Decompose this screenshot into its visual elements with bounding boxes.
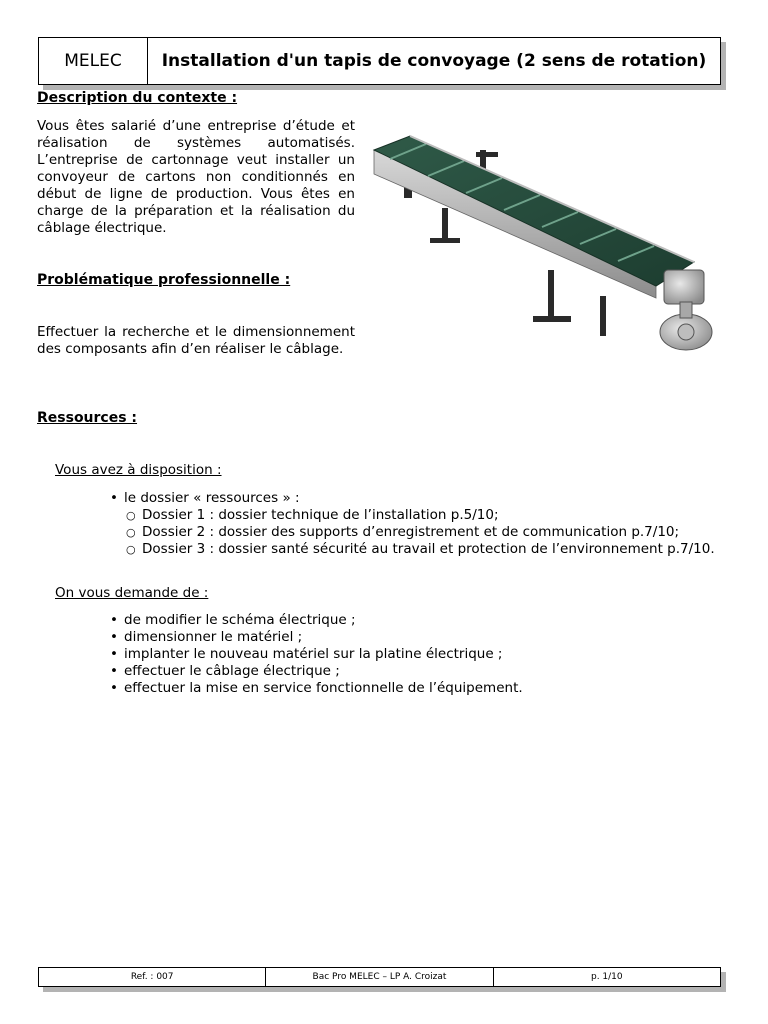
bullet-icon: •: [110, 663, 118, 679]
list-item: [110, 490, 730, 558]
document-header: [38, 37, 721, 85]
asked-label: On vous demande de :: [55, 585, 209, 601]
folder-item-label: le dossier « ressources » :: [124, 490, 300, 506]
conveyor-belt-illustration: [368, 120, 720, 352]
sublist-item: ○ Dossier 2 : dossier des supports d’enregistrement et de communication p.7/10;: [126, 524, 680, 540]
footer-ref: Ref. : 007: [130, 972, 174, 982]
bullet-icon: •: [110, 680, 118, 696]
sublist-item: ○ Dossier 1 : dossier technique de l’installation p.5/10;: [126, 507, 499, 523]
tasks-list: [110, 612, 710, 697]
bullet-icon: •: [110, 646, 118, 662]
list-item: • de modifier le schéma électrique ;: [110, 612, 356, 628]
motor-gearbox: [660, 270, 712, 350]
circle-bullet-icon: ○: [126, 509, 136, 522]
available-label: Vous avez à disposition :: [55, 462, 222, 478]
context-heading: Description du contexte :: [37, 90, 238, 106]
page-title: Installation d'un tapis de convoyage (2 sens de rotation): [161, 51, 707, 71]
bullet-icon: •: [110, 490, 118, 506]
problem-text: Effectuer la recherche et le dimensionnement des composants afin d’en réaliser le câblage.: [37, 324, 355, 357]
resources-list: [110, 490, 730, 558]
document-footer: [38, 967, 721, 987]
circle-bullet-icon: ○: [126, 543, 136, 556]
sublist-item: ○ Dossier 3 : dossier santé sécurité au travail et protection de l’environnement p.7/10.: [126, 541, 715, 557]
footer-course: Bac Pro MELEC – LP A. Croizat: [265, 968, 492, 986]
bullet-icon: •: [110, 629, 118, 645]
problem-heading: Problématique professionnelle :: [37, 272, 291, 288]
context-text: Vous êtes salarié d’une entreprise d’étude et réalisation de systèmes automatisés. L’entreprise de cartonnage veut installer un convoyeur de cartons non conditionnés en début de ligne de production. Vous êtes en charge de la préparation et la réalisation du câblage électrique.: [37, 118, 355, 236]
circle-bullet-icon: ○: [126, 526, 136, 539]
section-label: MELEC: [39, 38, 148, 84]
list-item: • implanter le nouveau matériel sur la platine électrique ;: [110, 646, 503, 662]
list-item: • dimensionner le matériel ;: [110, 629, 303, 645]
resources-heading: Ressources :: [37, 410, 138, 426]
footer-page-number: p. 1/10: [493, 968, 720, 986]
list-item: • effectuer la mise en service fonctionnelle de l’équipement.: [110, 680, 523, 696]
list-item: • effectuer le câblage électrique ;: [110, 663, 340, 679]
bullet-icon: •: [110, 612, 118, 628]
folder-sublist: [124, 507, 730, 558]
